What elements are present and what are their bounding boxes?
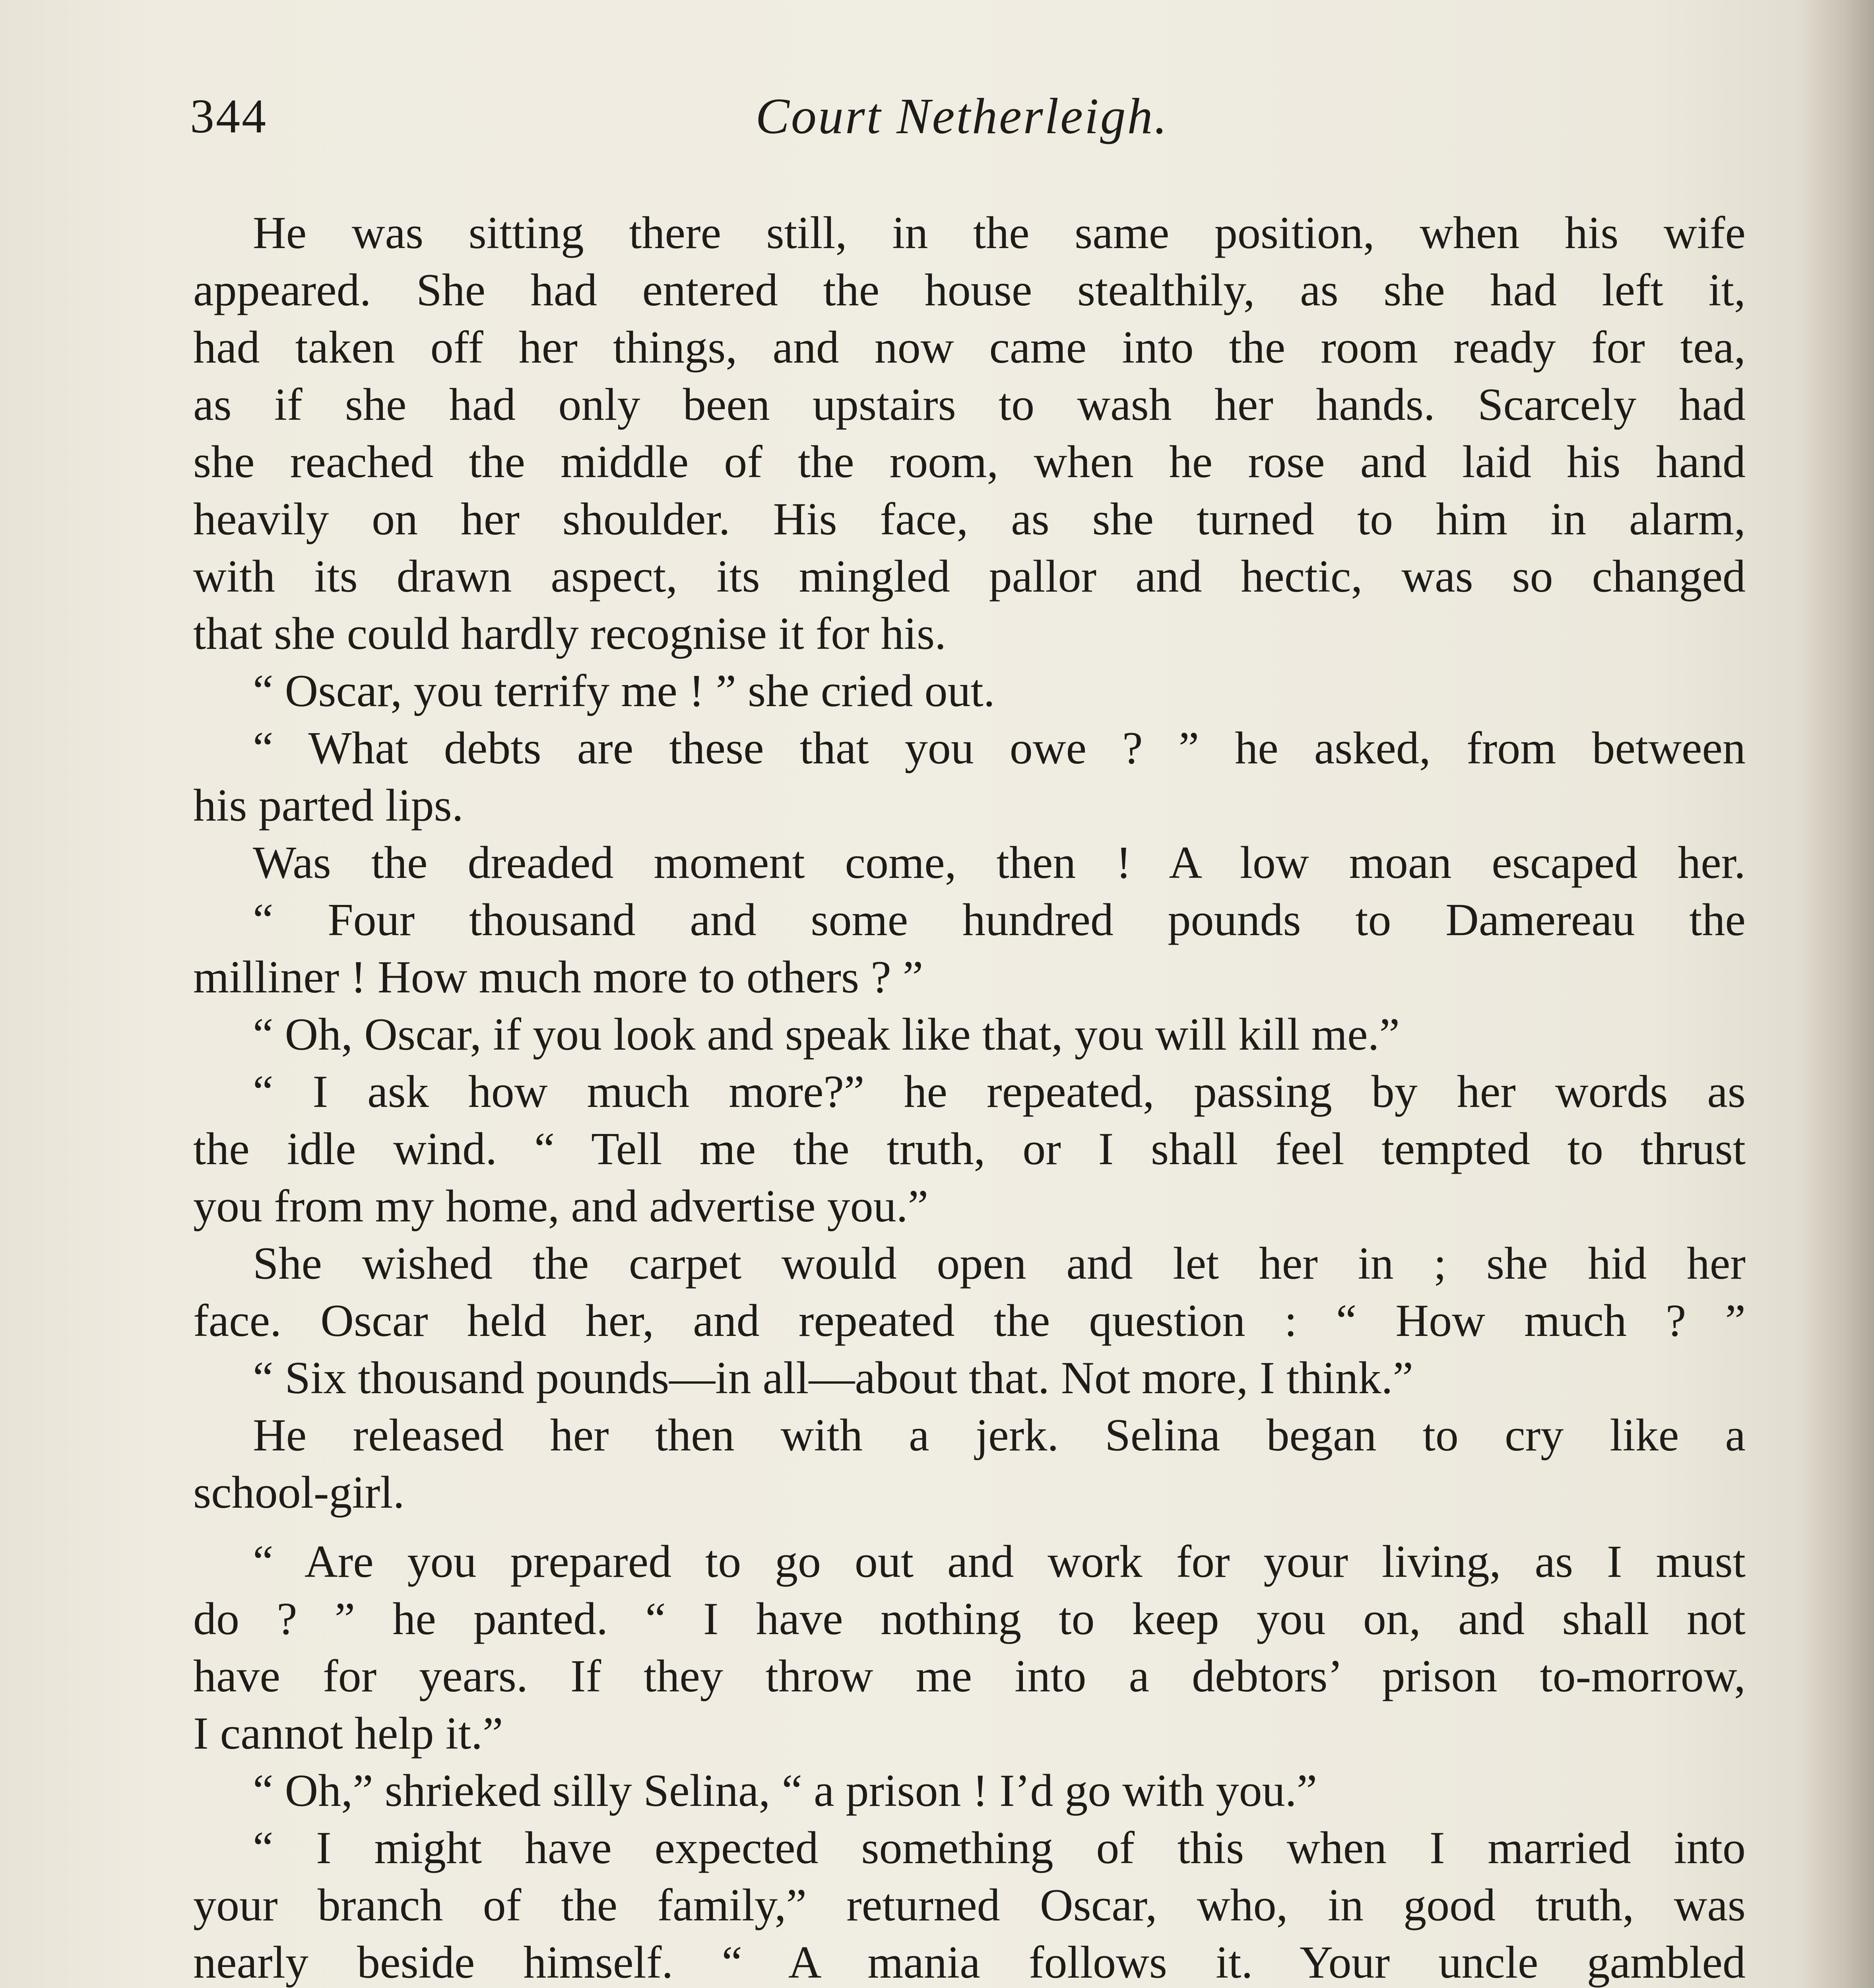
text-line: had taken off her things, and now came into the room ready for tea, (193, 322, 1746, 373)
text-line: I cannot help it.” (193, 1708, 503, 1759)
text-line: He was sitting there still, in the same position, when his wife (253, 208, 1746, 258)
text-line: you from my home, and advertise you.” (193, 1181, 929, 1232)
text-line: “ Oscar, you terrify me ! ” she cried out. (253, 666, 995, 716)
text-line: “ Are you prepared to go out and work for your living, as I must (253, 1536, 1746, 1587)
text-line: face. Oscar held her, and repeated the question : “ How much ? ” (193, 1295, 1746, 1346)
text-line: “ I ask how much more?” he repeated, passing by her words as (253, 1066, 1746, 1117)
text-line: heavily on her shoulder. His face, as she turned to him in alarm, (193, 494, 1746, 545)
text-line: He released her then with a jerk. Selina began to cry like a (253, 1410, 1746, 1461)
text-line: she reached the middle of the room, when he rose and laid his hand (193, 437, 1746, 487)
text-line: his parted lips. (193, 780, 464, 831)
body-text (193, 204, 1746, 1988)
text-line: school-girl. (193, 1467, 405, 1518)
text-line: She wished the carpet would open and let her in ; she hid her (253, 1238, 1746, 1289)
text-line: do ? ” he panted. “ I have nothing to keep you on, and shall not (193, 1594, 1746, 1644)
text-line: “ I might have expected something of this when I married into (253, 1823, 1746, 1873)
text-line: as if she had only been upstairs to wash her hands. Scarcely had (193, 379, 1746, 430)
text-line: the idle wind. “ Tell me the truth, or I shall feel tempted to thrust (193, 1124, 1746, 1175)
page-edge-shadow (1798, 0, 1874, 1988)
text-line: “ What debts are these that you owe ? ” he asked, from between (253, 723, 1746, 774)
text-line: appeared. She had entered the house stealthily, as she had left it, (193, 265, 1746, 316)
text-line: “ Six thousand pounds—in all—about that. Not more, I think.” (253, 1353, 1413, 1404)
running-head: Court Netherleigh. (755, 88, 1169, 144)
text-line: have for years. If they throw me into a debtors’ prison to-morrow, (193, 1651, 1746, 1702)
text-line: Was the dreaded moment come, then ! A low moan escaped her. (253, 837, 1746, 888)
text-line: nearly beside himself. “ A mania follows it. Your uncle gambled (193, 1937, 1746, 1988)
text-line: “ Oh,” shrieked silly Selina, “ a prison ! I’d go with you.” (253, 1765, 1317, 1816)
page-number: 344 (190, 89, 268, 143)
text-line: your branch of the family,” returned Oscar, who, in good truth, was (193, 1880, 1746, 1931)
text-line: that she could hardly recognise it for his. (193, 608, 947, 659)
text-line: “ Four thousand and some hundred pounds to Damereau the (253, 895, 1746, 945)
text-line: with its drawn aspect, its mingled pallor and hectic, was so changed (193, 551, 1746, 602)
text-line: milliner ! How much more to others ? ” (193, 952, 923, 1003)
text-line: “ Oh, Oscar, if you look and speak like that, you will kill me.” (253, 1009, 1400, 1060)
